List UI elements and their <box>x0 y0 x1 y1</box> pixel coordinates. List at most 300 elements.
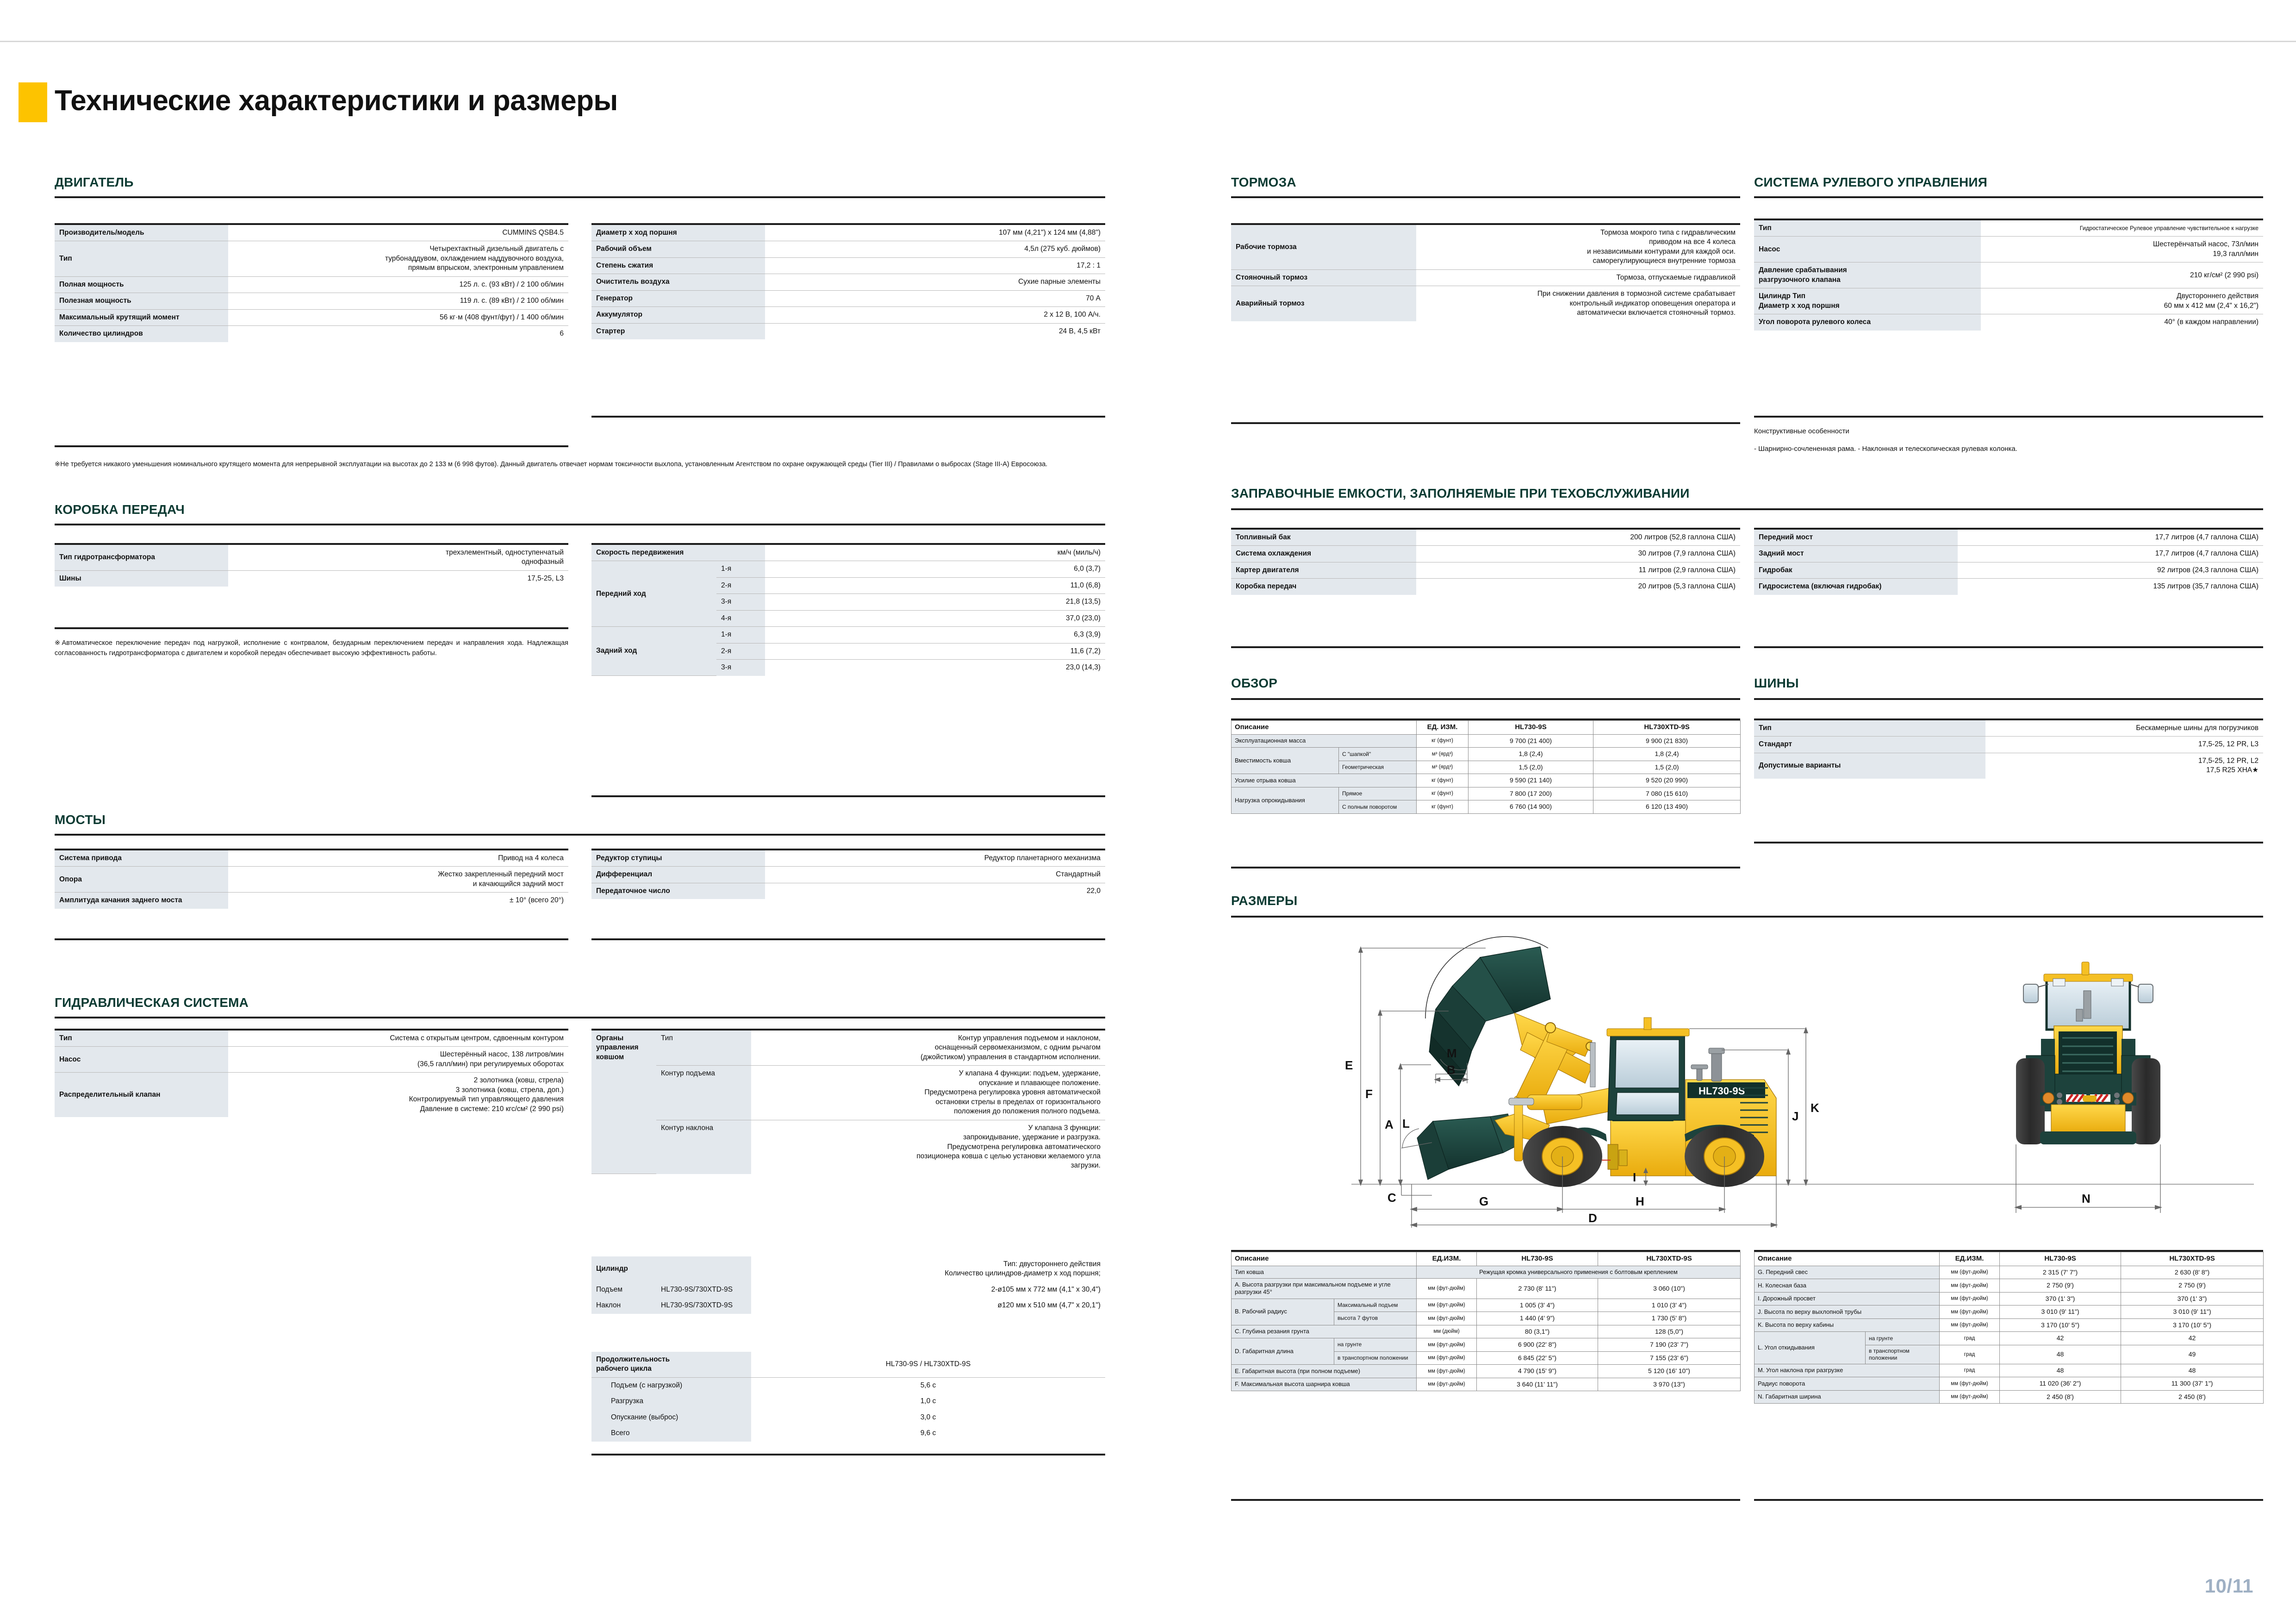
speed-value: 6,0 (3,7) <box>765 561 1105 577</box>
dims-value-model-b: 1 010 (3' 4") <box>1598 1299 1741 1312</box>
dims-value-model-b: 2 630 (8' 8") <box>2121 1266 2264 1279</box>
dims-row-label: F. Максимальная высота шарнира ковша <box>1232 1378 1417 1391</box>
table-row <box>1231 269 1740 286</box>
overview-value-model-a: 9 590 (21 140) <box>1468 774 1593 787</box>
section-heading-brakes: ТОРМОЗА <box>1231 175 1296 189</box>
engine-spec-value: 119 л. с. (89 кВт) / 2 100 об/мин <box>228 293 568 309</box>
bucket-controls-value: У клапана 4 функции: подъем, удержание, опускание и плавающее положение. Предусмотрена регулировка уровня автоматической остановки стрелы в пределах от горизонтального положения до положения полного подъема. <box>751 1066 1105 1120</box>
table-row <box>1754 530 2263 546</box>
table-row <box>1232 774 1741 787</box>
hydraulic-spec-label: Насос <box>55 1047 228 1073</box>
table-row <box>1754 288 2263 314</box>
hydraulic-spec-label: Тип <box>55 1031 228 1047</box>
section-heading-capacities: ЗАПРАВОЧНЫЕ ЕМКОСТИ, ЗАПОЛНЯЕМЫЕ ПРИ ТЕХОБСЛУЖИВАНИИ <box>1231 486 1690 500</box>
table-row <box>55 309 568 325</box>
dims-value-model-b: 7 155 (23' 6") <box>1598 1351 1741 1365</box>
table-row <box>1754 220 2263 237</box>
overview-row-label: Нагрузка опрокидывания <box>1232 787 1339 813</box>
brake-spec-label: Рабочие тормоза <box>1231 225 1416 269</box>
transmission-spec-label: Шины <box>55 570 228 587</box>
dims-value-model-b: 48 <box>2121 1364 2264 1377</box>
table-row <box>591 1393 1105 1409</box>
capacities-left-table <box>1231 530 1740 595</box>
dims-value-model-a: 2 450 (8') <box>2000 1390 2121 1404</box>
machine-diagram <box>1333 935 2263 1231</box>
table-row <box>1754 579 2263 595</box>
dims-row-sublabel: на грунте <box>1866 1332 1940 1345</box>
speed-value: 21,8 (13,5) <box>765 594 1105 610</box>
hydraulic-spec-label: Распределительный клапан <box>55 1073 228 1117</box>
brake-spec-value: При снижении давления в тормозной системе срабатывает контрольный индикатор оповещения оператора и автоматически включается стояночный тормоз. <box>1416 286 1740 321</box>
speed-gear-label: 2-я <box>716 643 765 659</box>
table-row <box>55 1031 568 1047</box>
dims-row-label: K. Высота по верху кабины <box>1755 1318 1940 1332</box>
table-row <box>591 545 1105 561</box>
dims-header-unit: ЕД.ИЗМ. <box>1940 1252 2000 1266</box>
dims-value-model-b: 42 <box>2121 1332 2264 1345</box>
svg-text:L: L <box>1402 1117 1410 1131</box>
axle-spec-label: Передаточное число <box>591 883 765 899</box>
table-header-row <box>1755 1252 2264 1266</box>
table-row <box>55 570 568 587</box>
dims-header-model-a: HL730-9S <box>1477 1252 1598 1266</box>
overview-table <box>1231 720 1741 814</box>
brake-spec-label: Аварийный тормоз <box>1231 286 1416 321</box>
engine-spec-value: 70 А <box>765 290 1105 306</box>
engine-spec-value: 125 л. с. (93 кВт) / 2 100 об/мин <box>228 276 568 293</box>
overview-row-unit: м³ (ярд³) <box>1417 748 1468 761</box>
dimensions-right-table <box>1754 1252 2264 1404</box>
section-rule-engine <box>55 196 1105 198</box>
table-row <box>591 1377 1105 1393</box>
dims-row-label: M. Угол наклона при разгрузке <box>1755 1364 1940 1377</box>
svg-text:F: F <box>1365 1087 1373 1101</box>
dims-value-model-a: 48 <box>2000 1364 2121 1377</box>
engine-spec-value: Сухие парные элементы <box>765 274 1105 290</box>
steering-spec-label: Тип <box>1754 220 1981 237</box>
engine-spec-value: 17,2 : 1 <box>765 257 1105 274</box>
overview-value-model-a: 9 700 (21 400) <box>1468 734 1593 748</box>
overview-row-unit: кг (фунт) <box>1417 774 1468 787</box>
top-divider <box>0 41 2296 42</box>
cycle-phase-label: Подъем (с нагрузкой) <box>591 1377 751 1393</box>
dims-row-unit: град <box>1940 1332 2000 1345</box>
overview-value-model-a: 1,5 (2,0) <box>1468 761 1593 774</box>
axle-spec-label: Редуктор ступицы <box>591 850 765 867</box>
overview-value-model-b: 1,8 (2,4) <box>1593 748 1741 761</box>
bucket-type-value: Режущая кромка универсального применения с болтовым креплением <box>1417 1266 1741 1278</box>
transmission-left-bottom-rule <box>55 627 568 629</box>
engine-note: ※Не требуется никакого уменьшения номинального крутящего момента для непрерывной эксплуатации на высотах до 2 133 м (6 998 футов). Данный двигатель отвечает нормам токсичности выхлопа, установленным Агентством по охране окружающей среды (Tier III) / Правилами о выбросах (Stage III-A) Евросоюза. <box>55 461 1048 468</box>
table-header-row <box>1232 721 1741 735</box>
dims-row-sublabel: в транспортном положении <box>1866 1345 1940 1364</box>
steering-spec-label: Цилиндр Тип Диаметр х ход поршня <box>1754 288 1981 314</box>
dims-value-model-b: 3 970 (13") <box>1598 1378 1741 1391</box>
page-number: 10/11 <box>2204 1575 2253 1597</box>
dims-value-model-a: 11 020 (36' 2") <box>2000 1377 2121 1391</box>
axle-spec-value: Стандартный <box>765 867 1105 883</box>
dims-value-model-a: 2 315 (7' 7") <box>2000 1266 2121 1279</box>
capacity-value: 20 литров (5,3 галлона США) <box>1416 579 1740 595</box>
steering-features-title: Конструктивные особенности <box>1754 427 1849 435</box>
table-row <box>1755 1390 2264 1404</box>
overview-header-unit: ЕД. ИЗМ. <box>1417 721 1468 735</box>
bucket-controls-sub-label: Контур подъема <box>656 1066 751 1120</box>
dims-left-bottom-rule <box>1231 1499 1740 1501</box>
engine-spec-value: Четырехтактный дизельный двигатель с турбонаддувом, охлаждением наддувочного воздуха, прямым впрыском, электронным управлением <box>228 241 568 276</box>
cylinder-function-label: Подъем <box>591 1282 656 1298</box>
dims-row-sublabel: в транспортном положении <box>1334 1351 1417 1365</box>
section-rule-steering <box>1754 196 2263 198</box>
engine-left-bottom-rule <box>55 445 568 447</box>
overview-row-unit: кг (фунт) <box>1417 734 1468 748</box>
axles-right-table <box>591 850 1105 899</box>
table-row <box>591 257 1105 274</box>
capacity-value: 17,7 литров (4,7 галлона США) <box>1958 546 2263 562</box>
overview-value-model-b: 7 080 (15 610) <box>1593 787 1741 800</box>
engine-spec-value: 56 кг·м (408 фунт/фут) / 1 400 об/мин <box>228 309 568 325</box>
section-rule-brakes <box>1231 196 1740 198</box>
section-rule-overview <box>1231 698 1740 700</box>
overview-row-unit: кг (фунт) <box>1417 787 1468 800</box>
brake-spec-label: Стояночный тормоз <box>1231 269 1416 286</box>
table-row <box>1754 546 2263 562</box>
dims-value-model-b: 3 170 (10' 5") <box>2121 1318 2264 1332</box>
svg-text:C: C <box>1388 1191 1396 1205</box>
dims-row-unit: мм (фут-дюйм) <box>1940 1292 2000 1305</box>
table-row <box>1231 530 1740 546</box>
dims-value-model-a: 2 750 (9') <box>2000 1279 2121 1293</box>
capacity-label: Гидросистема (включая гидробак) <box>1754 579 1958 595</box>
spacer-cell <box>656 1256 751 1282</box>
cycle-time-models: HL730-9S / HL730XTD-9S <box>751 1352 1105 1377</box>
dims-value-model-a: 4 790 (15' 9") <box>1477 1365 1598 1378</box>
table-row <box>55 545 568 570</box>
capacity-label: Картер двигателя <box>1231 562 1416 578</box>
steering-spec-label: Угол поворота рулевого колеса <box>1754 314 1981 331</box>
dims-row-sublabel: Максимальный подъем <box>1334 1299 1417 1312</box>
table-row <box>1755 1292 2264 1305</box>
steering-spec-value: 210 кг/см² (2 990 psi) <box>1981 262 2263 288</box>
table-row <box>591 290 1105 306</box>
table-row <box>591 561 1105 577</box>
svg-text:K: K <box>1811 1101 1819 1115</box>
speed-gear-label: 3-я <box>716 660 765 676</box>
brakes-table <box>1231 225 1740 321</box>
dims-row-unit: мм (фут-дюйм) <box>1940 1390 2000 1404</box>
dims-value-model-b: 3 060 (10") <box>1598 1279 1741 1299</box>
table-row <box>1231 546 1740 562</box>
overview-value-model-b: 6 120 (13 490) <box>1593 800 1741 814</box>
axle-spec-value: Редуктор планетарного механизма <box>765 850 1105 867</box>
dims-value-model-b: 49 <box>2121 1345 2264 1364</box>
engine-right-bottom-rule <box>591 416 1105 418</box>
cylinder-table <box>591 1256 1105 1314</box>
overview-row-unit: кг (фунт) <box>1417 800 1468 814</box>
steering-spec-value: Двустороннего действия 60 мм х 412 мм (2,4" х 16,2") <box>1981 288 2263 314</box>
capacity-label: Коробка передач <box>1231 579 1416 595</box>
table-header-row <box>1232 1252 1741 1266</box>
section-heading-engine: ДВИГАТЕЛЬ <box>55 175 134 189</box>
dims-row-label: N. Габаритная ширина <box>1755 1390 1940 1404</box>
transmission-spec-label: Тип гидротрансформатора <box>55 545 228 570</box>
steering-features-line: - Шарнирно-сочлененная рама. - Наклонная и телескопическая рулевая колонка. <box>1754 445 2017 453</box>
accent-block <box>19 82 47 122</box>
table-row <box>591 274 1105 290</box>
table-row <box>591 1410 1105 1425</box>
svg-text:D: D <box>1588 1211 1597 1225</box>
dims-row-label: I. Дорожный просвет <box>1755 1292 1940 1305</box>
overview-row-sublabel: С "шапкой" <box>1339 748 1417 761</box>
tire-spec-label: Стандарт <box>1754 737 1985 753</box>
section-heading-hydraulic: ГИДРАВЛИЧЕСКАЯ СИСТЕМА <box>55 995 249 1010</box>
engine-spec-label: Степень сжатия <box>591 257 765 274</box>
table-row <box>55 1047 568 1073</box>
table-row <box>591 850 1105 867</box>
cycle-time-label: Продолжительность рабочего цикла <box>591 1352 751 1377</box>
table-row <box>591 867 1105 883</box>
dims-value-model-a: 370 (1' 3") <box>2000 1292 2121 1305</box>
table-row <box>1232 1378 1741 1391</box>
cycle-bottom-rule <box>591 1454 1105 1455</box>
tire-spec-value: 17,5-25, 12 PR, L2 17,5 R25 XHA★ <box>1985 753 2263 778</box>
speed-value: 23,0 (14,3) <box>765 660 1105 676</box>
cycle-phase-label: Опускание (выброс) <box>591 1410 751 1425</box>
engine-spec-label: Генератор <box>591 290 765 306</box>
tire-spec-label: Тип <box>1754 720 1985 737</box>
axle-spec-label: Дифференциал <box>591 867 765 883</box>
table-row <box>1754 262 2263 288</box>
speed-bottom-rule <box>591 795 1105 797</box>
cycle-phase-value: 3,0 с <box>751 1410 1105 1425</box>
steering-bottom-rule <box>1754 416 2263 418</box>
hydraulic-left-table <box>55 1031 568 1117</box>
section-heading-overview: ОБЗОР <box>1231 676 1278 690</box>
table-row <box>1232 1365 1741 1378</box>
overview-value-model-a: 6 760 (14 900) <box>1468 800 1593 814</box>
bucket-controls-table <box>591 1031 1105 1174</box>
speed-value: 6,3 (3,9) <box>765 627 1105 643</box>
capacities-right-table <box>1754 530 2263 595</box>
bucket-controls-value: У клапана 3 функции: запрокидывание, удержание и разгрузка. Предусмотрена регулировка автоматического позиционера ковша с целью установки желаемого угла загрузки. <box>751 1120 1105 1174</box>
cylinder-label: Цилиндр <box>591 1256 656 1282</box>
capacity-label: Топливный бак <box>1231 530 1416 546</box>
table-row <box>55 326 568 342</box>
axles-right-bottom-rule <box>591 938 1105 940</box>
capacity-label: Система охлаждения <box>1231 546 1416 562</box>
table-row <box>591 883 1105 899</box>
axle-spec-value: ± 10° (всего 20°) <box>228 893 568 909</box>
table-row <box>1754 737 2263 753</box>
table-row <box>591 241 1105 257</box>
svg-text:A: A <box>1385 1118 1394 1131</box>
dims-row-unit: мм (фут-дюйм) <box>1940 1377 2000 1391</box>
table-row <box>1232 1338 1741 1352</box>
engine-spec-label: Диаметр х ход поршня <box>591 225 765 241</box>
table-row <box>1754 753 2263 778</box>
dims-value-model-b: 7 190 (23' 7") <box>1598 1338 1741 1352</box>
engine-spec-label: Рабочий объем <box>591 241 765 257</box>
tires-table <box>1754 720 2263 779</box>
overview-row-sublabel: Прямое <box>1339 787 1417 800</box>
engine-spec-label: Аккумулятор <box>591 307 765 323</box>
dims-row-unit: мм (фут-дюйм) <box>1417 1279 1477 1299</box>
capacity-label: Передний мост <box>1754 530 1958 546</box>
cycle-phase-label: Всего <box>591 1425 751 1441</box>
overview-row-unit: м³ (ярд³) <box>1417 761 1468 774</box>
svg-text:J: J <box>1792 1109 1799 1123</box>
axle-spec-label: Амплитуда качания заднего моста <box>55 893 228 909</box>
table-row <box>1232 1266 1741 1278</box>
speed-value: 11,6 (7,2) <box>765 643 1105 659</box>
dims-row-unit: град <box>1940 1345 2000 1364</box>
capacity-value: 30 литров (7,9 галлона США) <box>1416 546 1740 562</box>
svg-text:B: B <box>1447 1063 1456 1077</box>
page-title: Технические характеристики и размеры <box>55 85 618 117</box>
dims-value-model-a: 48 <box>2000 1345 2121 1364</box>
speed-gear-label: 1-я <box>716 561 765 577</box>
table-row <box>1232 734 1741 748</box>
table-row <box>591 1031 1105 1066</box>
table-row <box>1231 225 1740 269</box>
table-row <box>1231 579 1740 595</box>
svg-text:N: N <box>2082 1192 2091 1206</box>
spacer-cell <box>716 545 765 561</box>
svg-text:M: M <box>1447 1046 1457 1060</box>
capacities-left-bottom-rule <box>1231 646 1740 648</box>
dims-row-sublabel: высота 7 футов <box>1334 1312 1417 1325</box>
svg-text:I: I <box>1633 1170 1636 1184</box>
dims-value-model-b: 128 (5,0") <box>1598 1325 1741 1338</box>
table-row <box>591 323 1105 339</box>
overview-row-label: Усилие отрыва ковша <box>1232 774 1417 787</box>
dims-row-unit: мм (фут-дюйм) <box>1940 1318 2000 1332</box>
table-row <box>591 1298 1105 1313</box>
dims-value-model-b: 1 730 (5' 8") <box>1598 1312 1741 1325</box>
steering-spec-value: Шестерёнчатый насос, 73л/мин 19,3 галл/мин <box>1981 237 2263 262</box>
axle-spec-label: Система привода <box>55 850 228 867</box>
dims-value-model-b: 370 (1' 3") <box>2121 1292 2264 1305</box>
table-row <box>591 1282 1105 1298</box>
dims-row-unit: мм (фут-дюйм) <box>1940 1266 2000 1279</box>
engine-spec-label: Производитель/модель <box>55 225 228 241</box>
engine-spec-value: 2 х 12 В, 100 А/ч. <box>765 307 1105 323</box>
dims-value-model-a: 6 900 (22' 8") <box>1477 1338 1598 1352</box>
steering-spec-value: Гидростатическое Рулевое управление чувствительное к нагрузке <box>1981 220 2263 237</box>
hydraulic-spec-value: Система с открытым центром, сдвоенным контуром <box>228 1031 568 1047</box>
dims-row-label: H. Колесная база <box>1755 1279 1940 1293</box>
overview-value-model-b: 9 520 (20 990) <box>1593 774 1741 787</box>
table-row <box>591 307 1105 323</box>
dims-row-unit: мм (фут-дюйм) <box>1417 1365 1477 1378</box>
table-row <box>1755 1364 2264 1377</box>
engine-spec-label: Очиститель воздуха <box>591 274 765 290</box>
engine-spec-label: Полная мощность <box>55 276 228 293</box>
dims-row-label: G. Передний свес <box>1755 1266 1940 1279</box>
transmission-note: ※Автоматическое переключение передач под нагрузкой, исполнение с контрвалом, безударным переключением передач и направления хода. Надлежащая согласованность гидротрансформатора с двигателем и коробкой передач обеспечивает высокую эффективность работы. <box>55 639 568 657</box>
engine-spec-value: 4,5л (275 куб. дюймов) <box>765 241 1105 257</box>
dims-row-unit: мм (фут-дюйм) <box>1940 1279 2000 1293</box>
transmission-spec-value: трехэлементный, одноступенчатый однофазный <box>228 545 568 570</box>
speed-header-label: Скорость передвижения <box>591 545 716 561</box>
dims-value-model-a: 1 005 (3' 4") <box>1477 1299 1598 1312</box>
engine-right-table <box>591 225 1105 339</box>
cycle-phase-value: 9,6 с <box>751 1425 1105 1441</box>
capacity-value: 11 литров (2,9 галлона США) <box>1416 562 1740 578</box>
transmission-spec-value: 17,5-25, L3 <box>228 570 568 587</box>
engine-spec-label: Максимальный крутящий момент <box>55 309 228 325</box>
dims-row-label: J. Высота по верху выхлопной трубы <box>1755 1305 1940 1319</box>
capacity-label: Задний мост <box>1754 546 1958 562</box>
table-row <box>591 1352 1105 1377</box>
section-rule-tires <box>1754 698 2263 700</box>
section-rule-capacities <box>1231 508 2263 510</box>
tire-spec-label: Допустимые варианты <box>1754 753 1985 778</box>
engine-spec-value: 24 В, 4,5 кВт <box>765 323 1105 339</box>
overview-row-label: Вместимость ковша <box>1232 748 1339 774</box>
cylinder-model-label: HL730-9S/730XTD-9S <box>656 1298 751 1313</box>
hydraulic-spec-value: 2 золотника (ковш, стрела) 3 золотника (ковш, стрела, доп.) Контролируемый тип управляющего давления Давление в системе: 210 кгс/см² (2 990 psi) <box>228 1073 568 1117</box>
tires-bottom-rule <box>1754 842 2263 843</box>
cycle-time-table <box>591 1352 1105 1442</box>
engine-spec-value: 6 <box>228 326 568 342</box>
dims-value-model-a: 3 170 (10' 5") <box>2000 1318 2121 1332</box>
overview-value-model-b: 1,5 (2,0) <box>1593 761 1741 774</box>
table-row <box>55 225 568 241</box>
section-heading-transmission: КОРОБКА ПЕРЕДАЧ <box>55 502 185 517</box>
section-heading-steering: СИСТЕМА РУЛЕВОГО УПРАВЛЕНИЯ <box>1754 175 1988 189</box>
axles-left-table <box>55 850 568 909</box>
speed-gear-label: 2-я <box>716 577 765 593</box>
table-row <box>1755 1266 2264 1279</box>
dims-row-unit: мм (фут-дюйм) <box>1417 1299 1477 1312</box>
cylinder-function-label: Наклон <box>591 1298 656 1313</box>
dims-row-label: A. Высота разгрузки при максимальном подъеме и угле разгрузки 45° <box>1232 1279 1417 1299</box>
engine-spec-label: Количество цилиндров <box>55 326 228 342</box>
table-row <box>55 850 568 867</box>
section-rule-hydraulic <box>55 1017 1105 1018</box>
machine-model-badge: HL730-9S <box>1699 1085 1745 1097</box>
capacity-label: Гидробак <box>1754 562 1958 578</box>
table-row <box>1754 314 2263 331</box>
table-row <box>1754 562 2263 578</box>
steering-spec-value: 40° (в каждом направлении) <box>1981 314 2263 331</box>
section-heading-axles: МОСТЫ <box>55 812 106 827</box>
steering-spec-label: Насос <box>1754 237 1981 262</box>
table-row <box>1755 1279 2264 1293</box>
section-rule-dimensions <box>1231 916 2263 918</box>
table-row <box>1755 1332 2264 1345</box>
dims-row-unit: мм (дюйм) <box>1417 1325 1477 1338</box>
overview-value-model-a: 1,8 (2,4) <box>1468 748 1593 761</box>
engine-spec-label: Полезная мощность <box>55 293 228 309</box>
table-row <box>1754 720 2263 737</box>
dims-value-model-b: 2 450 (8') <box>2121 1390 2264 1404</box>
dims-value-model-a: 80 (3,1") <box>1477 1325 1598 1338</box>
overview-header-model-a: HL730-9S <box>1468 721 1593 735</box>
cylinder-type-line: Тип: двустороннего действия Количество цилиндров-диаметр х ход поршня; <box>751 1256 1105 1282</box>
overview-value-model-b: 9 900 (21 830) <box>1593 734 1741 748</box>
engine-spec-value: CUMMINS QSB4.5 <box>228 225 568 241</box>
table-row <box>1755 1305 2264 1319</box>
table-row <box>55 867 568 893</box>
table-row <box>591 627 1105 643</box>
section-rule-axles <box>55 834 1105 836</box>
dims-row-label: B. Рабочий радиус <box>1232 1299 1334 1325</box>
dims-header-model-a: HL730-9S <box>2000 1252 2121 1266</box>
capacity-value: 200 литров (52,8 галлона США) <box>1416 530 1740 546</box>
speed-direction-label: Передний ход <box>591 561 716 627</box>
